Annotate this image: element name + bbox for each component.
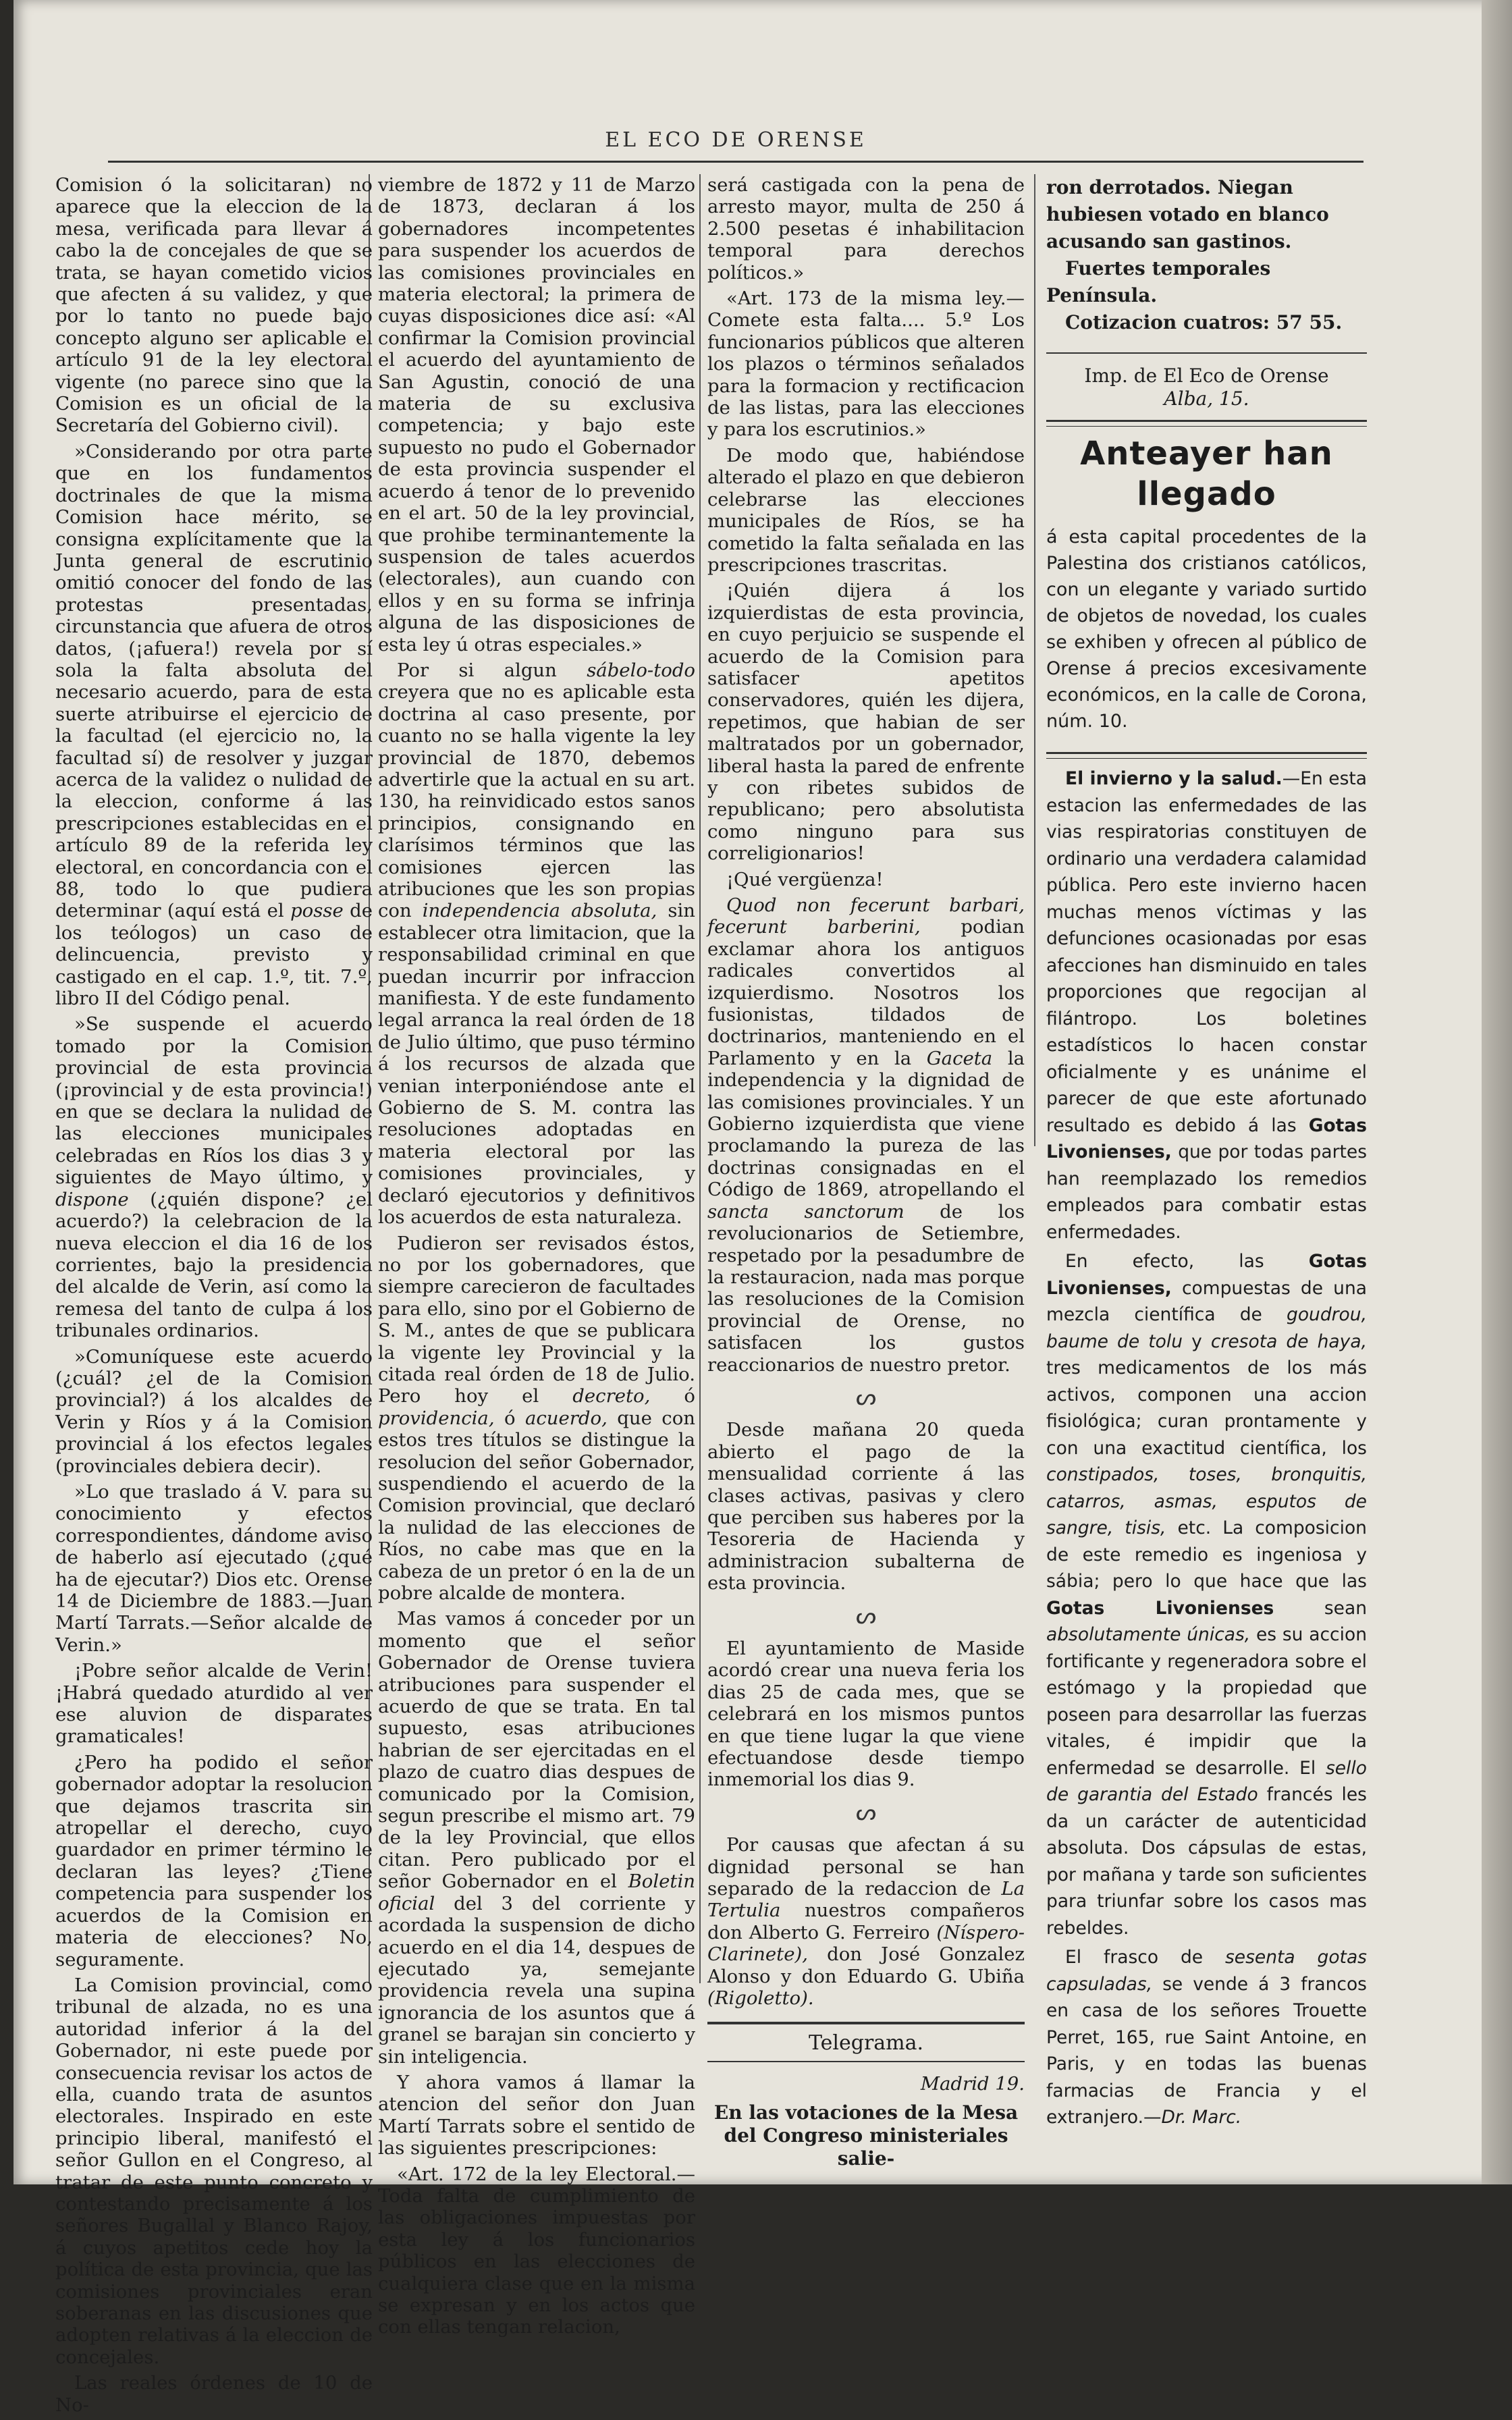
paragraph <box>1046 765 1367 1245</box>
section-flourish: ᔕ <box>855 1602 877 1630</box>
advert-text: á esta capital procedentes de la Palestina dos cristianos católicos, con un elegante y variado surtido de objetos de novedad, los cuales se exhiben y ofrecen al público de Orense á precios excesivamente económicos, en la calle de Corona, núm. 10. <box>1046 527 1367 732</box>
italic-text: posse <box>290 900 344 922</box>
text: Mas vamos á conceder por un momento que el señor Gobernador de Orense tuviera atribuciones para suspender el acuerdo de que se trata. En tal supuesto, esas atribuciones habrian de ser ejercitadas en el plazo de cuatro dias despues de comunicado por la Comision, segun prescribe el mismo art. 79 de la ley Provincial, que ellos citan. Pero publicado por el señor Gobernador en el <box>378 1608 695 1893</box>
newspaper-page <box>14 0 1512 2416</box>
text: del 3 del corriente y acordada la suspension de dicho acuerdo en el dia 14, despues de ejecutado ya, semejante providencia revela una supina ignorancia de los asuntos que á granel se barajan sin concierto y sin inteligencia. <box>378 1892 695 2068</box>
advert-title: Anteayer han llegado <box>1080 435 1333 513</box>
text: »Se suspende el acuerdo tomado por la Comision provincial de esta provincia (¡provincial y de esta provincia!) en que se declara la nulidad de las elecciones municipales celebradas en Ríos los dias 3 y siguientes de Mayo último, y <box>55 1013 373 1189</box>
advert-gotas <box>1046 765 1367 2131</box>
paragraph <box>55 441 373 1010</box>
text: podian exclamar ahora los antiguos radicales convertidos al izquierdismo. Nosotros los fusionistas, tildados de doctrinarios, manteniendo en el Parlamento y en la <box>707 916 1025 1069</box>
text: nuestros compañeros don Alberto G. Ferreiro <box>707 1900 1025 1943</box>
advert-rule <box>1046 420 1367 427</box>
italic-text: absolutamente únicas, <box>1046 1624 1251 1645</box>
telegram-title: Telegrama. <box>808 2031 924 2055</box>
paragraph: »Comuníquese este acuerdo (¿cuál? ¿el de la Comision provincial?) á los alcaldes de Verin y Ríos y á la Comision provincial á los efectos legales (provinciales debiera decir). <box>55 1345 373 1477</box>
paragraph: Comision ó la solicitaran) no aparece que la eleccion de la mesa, verificada para llevar á cabo la de concejales de que se trata, se hayan cometido vicios que afecten á su validez, y que por lo tanto no puede bajo concepto alguno ser aplicable el artículo 91 de la ley electoral vigente (no parece sino que la Comision es un oficial de la Secretaría del Gobierno civil). <box>55 174 373 437</box>
italic-text: dispone <box>55 1188 129 1210</box>
column-2 <box>378 174 695 2342</box>
text: don José Gonzalez Alonso y don Eduardo G. Ubiña <box>707 1943 1025 1987</box>
italic-text: sesenta gotas capsuladas, <box>1046 1947 1367 1995</box>
text: —En esta estacion las enfermedades de las vias respiratorias constituyen de ordinario una verdadera calamidad pública. Pero este invierno hacen muchas menos víctimas y las defunciones ocasionadas por esas afecciones han disminuido en tales proporciones que regocijan al filántropo. Los boletines estadísticos lo hacen constar oficialmente y es unánime el parecer de que este afortunado resultado es debido á las <box>1046 768 1368 1136</box>
paragraph: De modo que, habiéndose alterado el plazo en que debieron celebrarse las elecciones municipales de Ríos, se ha cometido la falta señalada en las prescripciones trascritas. <box>707 444 1025 576</box>
imprint-rule <box>1046 352 1367 354</box>
imprint-line: Imp. de El Eco de Orense <box>1084 365 1329 387</box>
italic-text: sábelo-todo <box>587 659 695 681</box>
text: compuestas de una mezcla científica de <box>1046 1277 1367 1325</box>
text: creyera que no es aplicable esta doctrina al caso presente, por cuanto no se halla vigente la ley provincial de 1870, debemos advertirle que la actual en su art. 130, ha reinvidicado estos sanos principios, consignando en clarísimos términos que las comisiones ejercen las atribuciones que les son propias con <box>378 681 695 922</box>
paragraph: La Comision provincial, como tribunal de alzada, no es una autoridad inferior á la del Gobernador, ni este puede por consecuencia revisar los actos de ella, cuando trata de asuntos electorales. Inspirado en este principio liberal, manifestó el señor Gullon en el Congreso, al tratar de este punto concreto y contestando precisamente á los señores Bugallal y Blanco Rajoy, á cuyos apetitos cede hoy la política de esta provincia, que las comisiones provinciales eran soberanas en las discusiones que adopten relativas á la eleccion de concejales. <box>55 1974 373 2368</box>
text: ó <box>504 1407 516 1429</box>
telegram-sub-rule <box>707 2061 1025 2062</box>
paragraph: Y ahora vamos á llamar la atencion del señor don Juan Martí Tarrats sobre el sentido de las siguientes prescripciones: <box>378 2071 695 2159</box>
bold-text: Gotas Livonienses <box>1046 1597 1274 1619</box>
text: En efecto, las <box>1065 1251 1264 1272</box>
paragraph: será castigada con la pena de arresto mayor, multa de 250 á 2.500 pesetas é inhabilitacion temporal para derechos políticos.» <box>707 174 1025 284</box>
text: es su accion fortificante y regeneradora sobre el estómago y la propiedad que poseen para desarrollar las fuerzas vitales, é impidir que la enfermedad se desarrolle. El <box>1046 1624 1367 1779</box>
section-flourish: ᔕ <box>855 1798 877 1826</box>
italic-text: Gaceta <box>926 1047 993 1069</box>
running-header: EL ECO DE ORENSE <box>605 128 867 152</box>
text: que con estos tres títulos se distingue la resolucion del señor Gobernador, suspendiendo el acuerdo de la Comision provincial, que declaró la nulidad de las elecciones de Ríos, no cabe mas que en la cabeza de un pretor ó en la de un pobre alcalde de montera. <box>378 1407 695 1604</box>
imprint <box>1046 365 1367 410</box>
paragraph: Desde mañana 20 queda abierto el pago de la mensualidad corriente á las clases activas, pasivas y clero que perciben sus haberes por la Tesoreria de Hacienda y administracion subalterna de esta provincia. <box>707 1419 1025 1594</box>
text: Por si algun <box>397 659 557 681</box>
italic-text: Boletin oficial <box>378 1871 695 1914</box>
italic-text: (Níspero-Clarinete), <box>707 1921 1025 1966</box>
section-rule <box>1046 752 1367 759</box>
paragraph <box>378 1608 695 2068</box>
text: »Considerando por otra parte que en los fundamentos doctrinales de que la misma Comision hace mérito, se consigna explícitamente que la Junta general de escrutinio omitió conocer del fondo de las protestas presentadas, circunstancia que afuera de otros datos, (¡afuera!) revela por sí sola la falta absoluta del necesario acuerdo, para de esta suerte atribuirse el ejercicio de la facultad (el ejercicio no, la facultad sí) de resolver y juzgar acerca de la validez o nulidad de la eleccion, conforme á las prescripciones establecidas en el artículo 89 de la referida ley electoral, en concordancia con el 88, todo lo que pudiera determinar (aquí está el <box>55 440 373 922</box>
paragraph: viembre de 1872 y 11 de Marzo de 1873, declaran á los gobernadores incompetentes para suspender los acuerdos de las comisiones provinciales en materia electoral; la primera de cuyas disposiciones dice así: «Al confirmar la Comision provincial el acuerdo del ayuntamiento de San Agustin, conoció de una materia de su exclusiva competencia; y bajo este supuesto no pudo el Gobernador de esta provincia suspender el acuerdo á tenor de lo prevenido en el art. 50 de la ley provincial, que prohibe terminantemente la suspension de tales acuerdos (electorales), aun cuando con ellos y en su forma se infrinja alguna de las disposiciones de esta ley ú otras especiales.» <box>378 174 695 655</box>
paragraph <box>55 1013 373 1341</box>
text: Pudieron ser revisados éstos, no por los gobernadores, que siempre carecieron de facultades para ello, sino por el Gobierno de S. M., antes de que se publicara la vigente ley Provincial y la citada real órden de 18 de Julio. Pero hoy el <box>378 1232 695 1407</box>
paragraph <box>707 1834 1025 2009</box>
bold-text: Gotas Livonienses, <box>1046 1251 1367 1299</box>
italic-text: decreto, <box>572 1385 651 1407</box>
paragraph: ¡Qué vergüenza! <box>726 868 884 890</box>
text: se vende á 3 francos en casa de los señores Trouette Perret, 165, rue Saint Antoine, en Paris, y en todas las buenas farmacias de Francia y el extranjero.— <box>1046 1973 1367 2128</box>
column-1 <box>55 174 373 2420</box>
italic-text: acuerdo, <box>525 1407 608 1429</box>
italic-text: constipados, toses, bronquitis, catarros, asmas, esputos de sangre, tisis, <box>1046 1464 1367 1538</box>
italic-text: cresota de haya, <box>1210 1330 1367 1352</box>
text: sean <box>1324 1597 1367 1619</box>
paragraph <box>707 894 1025 1376</box>
telegram-dateline: Madrid 19. <box>920 2072 1025 2095</box>
run-in-heading: El invierno y la salud. <box>1065 768 1282 789</box>
telegram-continuation: Fuertes temporales Península. <box>1046 257 1271 306</box>
text: que por todas partes han reemplazado los remedios empleados para combatir estas enfermedades. <box>1046 1141 1367 1243</box>
column-rule-2 <box>699 174 701 1983</box>
paragraph: «Art. 172 de la ley Electoral.—Toda falta de cumplimiento de las obligaciones impuestas por esta ley á los funcionarios públicos en las elecciones de cualquiera clase que en la misma se expresan y en los actos que con ellas tengan relacion, <box>378 2163 695 2338</box>
italic-text: sello de garantia del Estado <box>1046 1757 1367 1805</box>
paragraph <box>378 1233 695 1605</box>
telegram-continuation: Cotizacion cuatros: 57 55. <box>1065 311 1343 333</box>
paragraph: Las reales órdenes de 10 de No- <box>55 2372 373 2416</box>
paragraph: ¡Pobre señor alcalde de Verin! ¡Habrá quedado aturdido al ver ese aluvion de disparates gramaticales! <box>55 1660 373 1748</box>
text: ó <box>684 1385 695 1407</box>
italic-text: (Rigoletto). <box>707 1987 814 2010</box>
text: Por causas que afectan á su dignidad personal se han separado de la redaccion de <box>707 1834 1025 1900</box>
paragraph: »Lo que traslado á V. para su conocimiento y efectos correspondientes, dándome aviso de haberlo así ejecutado (¿qué ha de ejecutar?) Dios etc. Orense 14 de Diciembre de 1883.—Juan Martí Tarrats.—Señor alcalde de Verin.» <box>55 1480 373 1656</box>
text: de los teólogos) un caso de delincuencia, previsto y castigado en el cap. 1.º, tit. 7.º, libro II del Código penal. <box>55 900 373 1010</box>
italic-text: sancta sanctorum <box>707 1200 905 1222</box>
paragraph: ¡Quién dijera á los izquierdistas de esta provincia, en cuyo perjuicio se suspende el acuerdo de la Comision para satisfacer apetitos conservadores, quién les dijera, repetimos, que habian de ser maltratados por un gobernador, liberal hasta la pared de enfrente y con ribetes subidos de republicano; pero absolutista como ninguno para sus correligionarios! <box>707 580 1025 865</box>
italic-text: Quod non fecerunt barbari, fecerunt barberini, <box>707 894 1025 938</box>
bold-text: Gotas Livonienses, <box>1046 1114 1367 1162</box>
paragraph <box>378 660 695 1229</box>
italic-text: providencia, <box>378 1407 495 1429</box>
text: etc. La composicion de este remedio es ingeniosa y sábia; pero lo que hace que las <box>1046 1517 1367 1592</box>
italic-text: goudrou, baume de tolu <box>1046 1304 1367 1352</box>
text: (¿quién dispone? ¿el acuerdo?) la celebracion de la nueva eleccion el dia 16 de los corrientes, bajo la presidencia del alcalde de Verin, así como la remesa del tanto de culpa á los tribunales ordinarios. <box>55 1188 373 1342</box>
text: sin establecer otra limitacion, que la responsabilidad criminal en que puedan incurrir por infraccion manifiesta. Y de este fundamento legal arranca la real órden de 18 de Julio último, que puso término á los recursos de alzada que venian interponiéndose ante el Gobierno de S. M. contra las resoluciones adoptadas en materia electoral por las comisiones provinciales, y declaró ejecutorios y definitivos los acuerdos de esta naturaleza. <box>378 900 695 1229</box>
text: la independencia y la dignidad de las comisiones provinciales. Y un Gobierno izquierdista que viene proclamando la pureza de las doctrinas consignadas en el Código de 1869, atropellando el <box>707 1047 1025 1201</box>
paragraph <box>1046 1944 1367 2131</box>
column-rule-3 <box>1034 174 1035 1146</box>
imprint-address: Alba, 15. <box>1164 387 1249 410</box>
telegram-text: En las votaciones de la Mesa del Congreso ministeriales salie- <box>713 2101 1019 2170</box>
page-edge <box>1482 0 1512 2184</box>
paragraph <box>1046 1248 1367 1941</box>
column-3 <box>707 174 1025 2170</box>
text: francés les da un carácter de autenticidad absoluta. Dos cápsulas de estas, por mañana y tarde son suficientes para triunfar sobre los casos mas rebeldes. <box>1046 1784 1367 1939</box>
paragraph: «Art. 173 de la misma ley.—Comete esta falta.... 5.º Los funcionarios públicos que alteren los plazos o términos señalados para la formacion y rectificacion de las listas, para las elecciones y para los escrutinios.» <box>707 288 1025 441</box>
header-rule <box>108 161 1364 163</box>
text: tres medicamentos de los más activos, componen una accion fisiológica; curan prontamente y con una exactitud científica, los <box>1046 1357 1367 1459</box>
paragraph: El ayuntamiento de Maside acordó crear una nueva feria los dias 25 de cada mes, que se celebrará en los mismos puntos en que tiene lugar la que viene efectuandose desde tiempo inmemorial los dias 9. <box>707 1638 1025 1791</box>
text: El frasco de <box>1065 1947 1204 1968</box>
section-flourish: ᔕ <box>855 1383 877 1411</box>
text: y <box>1191 1330 1202 1352</box>
telegram-continuation: ron derrotados. Niegan hubiesen votado en blanco acusando san gastinos. <box>1046 176 1329 252</box>
column-4 <box>1046 174 1367 2134</box>
italic-text: independencia absoluta, <box>422 900 657 922</box>
italic-text: Dr. Marc. <box>1161 2107 1242 2128</box>
paragraph: ¿Pero ha podido el señor gobernador adoptar la resolucion que dejamos trascrita sin atropellar el derecho, cuyo guardador en primer término le declaran las leyes? ¿Tiene competencia para suspender los acuerdos de la Comision en materia de elecciones? No, seguramente. <box>55 1751 373 1970</box>
telegram-rule <box>707 2022 1025 2024</box>
text: de los revolucionarios de Setiembre, respetado por la pesadumbre de la restauracion, nada mas porque las resoluciones de la Comision provincial de Orense, no satisfacen los gustos reaccionarios de nuestro pretor. <box>707 1200 1025 1376</box>
italic-text: La Tertulia <box>707 1878 1025 1922</box>
